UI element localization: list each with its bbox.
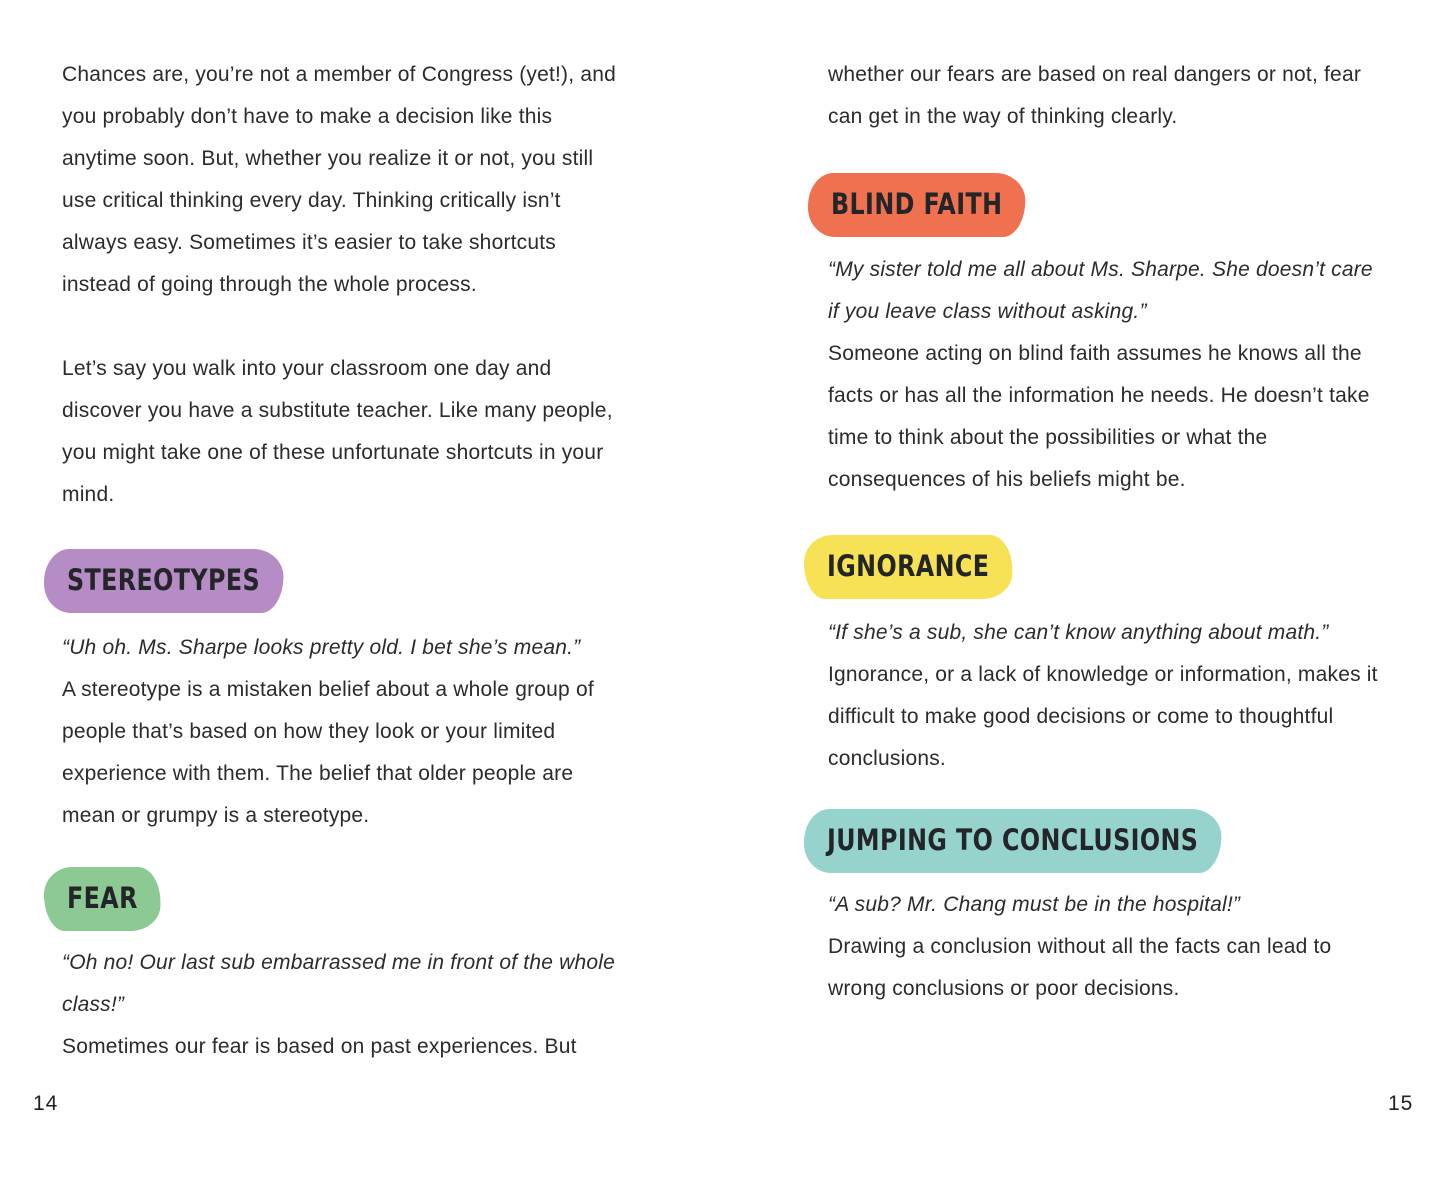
- section-heading-blind-faith: BLIND FAITH: [808, 173, 1025, 237]
- paragraph: Let’s say you walk into your classroom one day and discover you have a substitute teacher. Like many people, you might take one of these unfortunate shortcuts in your mind.: [62, 357, 613, 506]
- section-heading-fear: FEAR: [44, 867, 161, 931]
- section-body: Someone acting on blind faith assumes he knows all the facts or has all the information he needs. He doesn’t take time to think about the possibilities or what the consequences of his beliefs might be.: [828, 342, 1370, 491]
- paragraph: whether our fears are based on real dangers or not, fear can get in the way of thinking clearly.: [828, 63, 1362, 128]
- section-heading-stereotypes: STEREOTYPES: [44, 549, 283, 613]
- section-body: Ignorance, or a lack of knowledge or information, makes it difficult to make good decisions or come to thoughtful conclusions.: [828, 663, 1378, 770]
- page-number-left: 14: [33, 1092, 59, 1115]
- section-quote: “A sub? Mr. Chang must be in the hospital!”: [828, 893, 1241, 916]
- page-number-right: 15: [1388, 1092, 1414, 1115]
- section-heading-ignorance: IGNORANCE: [804, 535, 1012, 599]
- section-quote: “My sister told me all about Ms. Sharpe. She doesn’t care if you leave class without asking.”: [828, 258, 1373, 323]
- section-fear-text: [62, 942, 618, 1068]
- section-quote: “If she’s a sub, she can’t know anything about math.”: [828, 621, 1329, 644]
- section-ignorance-text: [828, 612, 1384, 780]
- section-jumping-to-conclusions-text: [828, 884, 1384, 1010]
- paragraph: Chances are, you’re not a member of Congress (yet!), and you probably don’t have to make a decision like this anytime soon. But, whether you realize it or not, you still use critical thinking every day. Thinking critically isn’t always easy. Sometimes it’s easier to take shortcuts instead of going through the whole process.: [62, 63, 616, 296]
- section-quote: “Uh oh. Ms. Sharpe looks pretty old. I bet she’s mean.”: [62, 636, 581, 659]
- section-body: A stereotype is a mistaken belief about a whole group of people that’s based on how they look or your limited experience with them. The belief that older people are mean or grumpy is a stereotype.: [62, 678, 594, 827]
- section-blind-faith-text: [828, 249, 1384, 501]
- section-body: Sometimes our fear is based on past experiences. But: [62, 1035, 577, 1058]
- section-body: Drawing a conclusion without all the facts can lead to wrong conclusions or poor decisions.: [828, 935, 1332, 1000]
- section-quote: “Oh no! Our last sub embarrassed me in front of the whole class!”: [62, 951, 615, 1016]
- section-stereotypes-text: [62, 627, 618, 837]
- section-heading-jumping-to-conclusions: JUMPING TO CONCLUSIONS: [804, 809, 1221, 873]
